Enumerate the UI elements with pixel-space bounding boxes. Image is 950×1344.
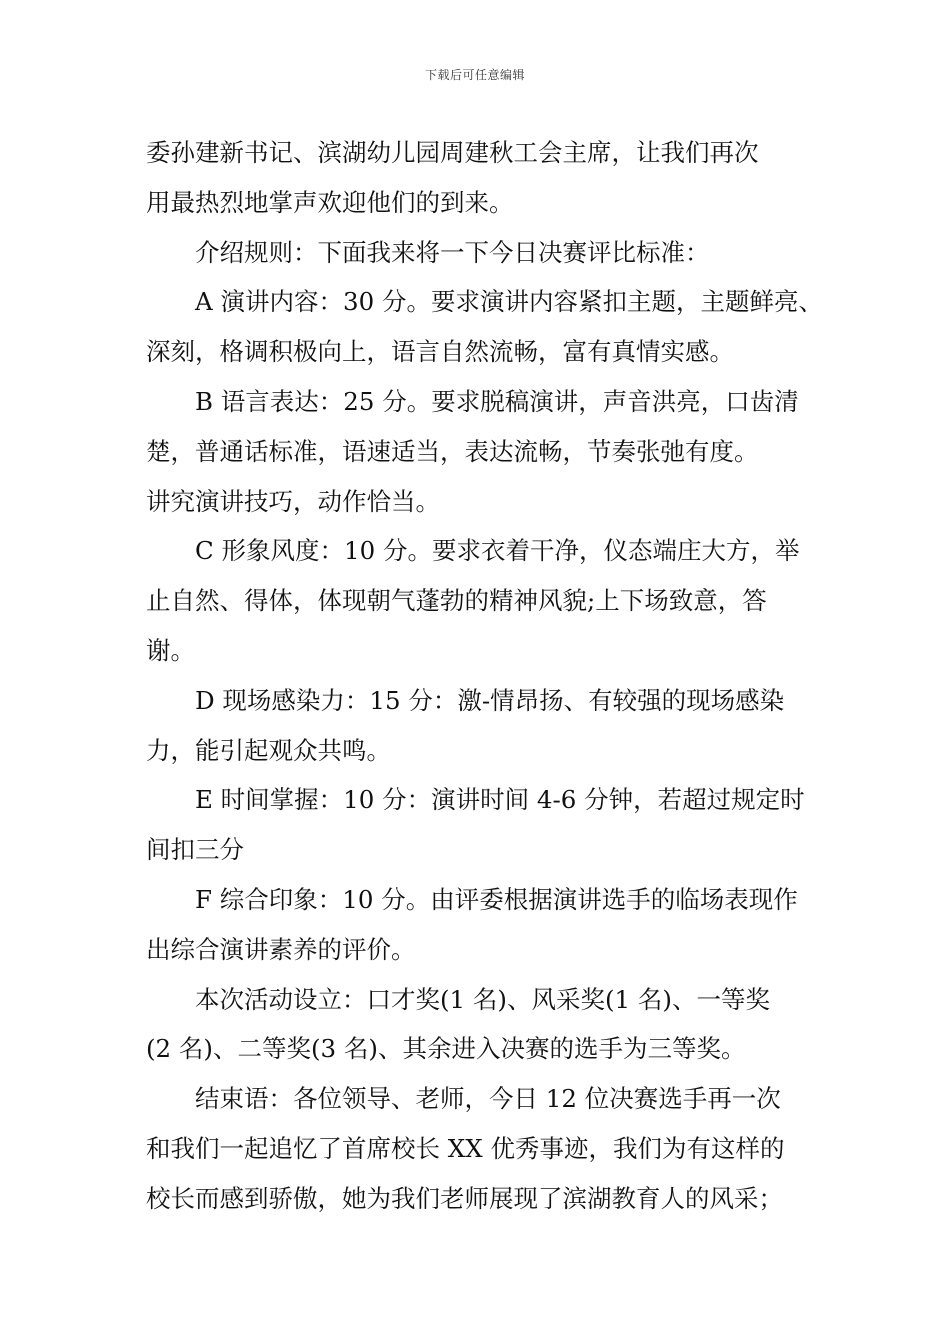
text-line: 楚，普通话标准，语速适当，表达流畅，节奏张弛有度。 — [146, 436, 759, 466]
text-line: 和我们一起追忆了首席校长 XX 优秀事迹，我们为有这样的 — [146, 1133, 785, 1163]
text-line: F 综合印象：10 分。由评委根据演讲选手的临场表现作 — [195, 884, 798, 914]
document-body — [146, 128, 836, 1224]
text-line: 介绍规则：下面我来将一下今日决赛评比标准： — [195, 237, 710, 267]
text-line: 委孙建新书记、滨湖幼儿园周建秋工会主席，让我们再次 — [146, 138, 759, 167]
text-line: 深刻，格调积极向上，语言自然流畅，富有真情实感。 — [146, 337, 734, 367]
text-line: 间扣三分 — [146, 835, 244, 865]
text-line: 结束语：各位领导、老师，今日 12 位决赛选手再一次 — [195, 1084, 781, 1114]
text-line: 用最热烈地掌声欢迎他们的到来。 — [146, 187, 514, 217]
text-line: (2 名)、二等奖(3 名)、其余进入决赛的选手为三等奖。 — [146, 1034, 746, 1064]
text-line: 校长而感到骄傲，她为我们老师展现了滨湖教育人的风采； — [146, 1183, 783, 1213]
text-line: 止自然、得体，体现朝气蓬勃的精神风貌;上下场致意，答 — [146, 586, 767, 616]
text-line: 讲究演讲技巧，动作恰当。 — [146, 486, 440, 516]
text-line: D 现场感染力：15 分：激-情昂扬、有较强的现场感染 — [195, 685, 785, 715]
text-line: B 语言表达：25 分。要求脱稿演讲，声音洪亮，口齿清 — [195, 386, 799, 416]
page-header: 下载后可任意编辑 — [424, 68, 525, 82]
text-line: C 形象风度：10 分。要求衣着干净，仪态端庄大方，举 — [195, 536, 800, 566]
text-line: 谢。 — [146, 635, 195, 665]
text-line: E 时间掌握：10 分：演讲时间 4-6 分钟，若超过规定时 — [195, 785, 805, 815]
text-line: A 演讲内容：30 分。要求演讲内容紧扣主题，主题鲜亮、 — [195, 287, 823, 317]
text-line: 本次活动设立：口才奖(1 名)、风采奖(1 名)、一等奖 — [195, 984, 770, 1014]
text-line: 出综合演讲素养的评价。 — [146, 934, 416, 964]
text-line: 力，能引起观众共鸣。 — [146, 735, 391, 765]
